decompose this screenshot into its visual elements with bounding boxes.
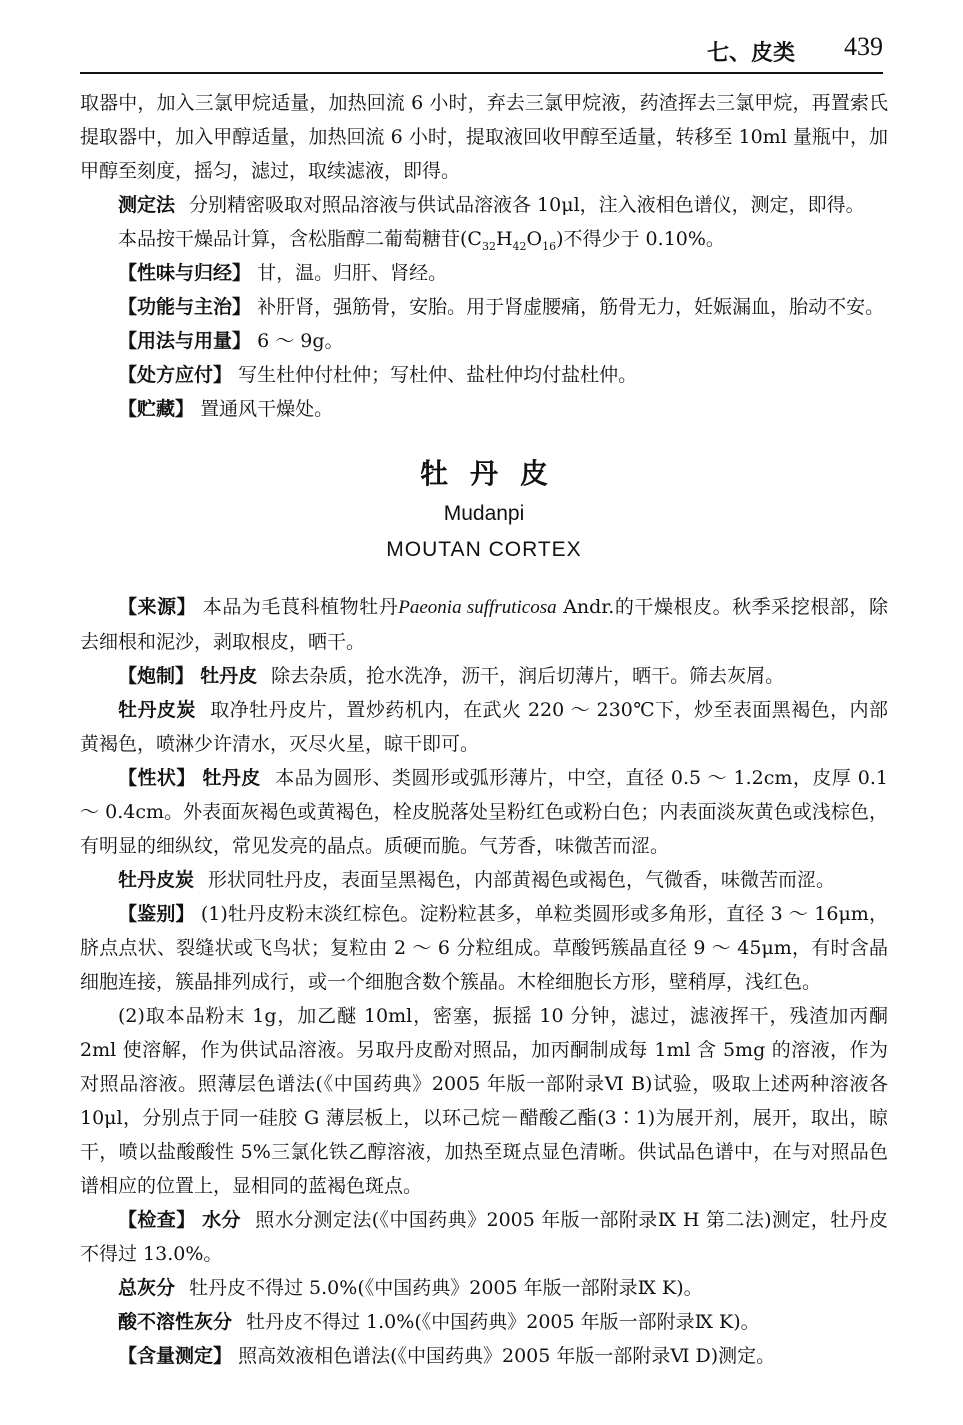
formula-subscript: 32 — [481, 239, 496, 253]
assay-method-label: 测定法 — [118, 194, 176, 216]
section-label: 【性味与归经】 — [118, 262, 252, 284]
subsection-label: 水分 — [202, 1209, 241, 1231]
section-total-ash — [80, 1271, 888, 1305]
paragraph-content-limit — [80, 222, 888, 256]
page-header — [80, 28, 883, 74]
section-identification-tlc: (2)取本品粉末 1g，加乙醚 10ml，密塞，振摇 10 分钟，滤过，滤液挥干，残渣加丙酮 2ml 使溶解，作为供试品溶液。另取丹皮酚对照品，加丙酮制成每 1ml 含 5mg 的溶液，作为对照品溶液。照薄层色谱法(《中国药典》2005 年版一部附录Ⅵ B)试验，吸取上述两种溶液各 10μl，分别点于同一硅胶 G 薄层板上，以环己烷－醋酸乙酯(3∶1)为展开剂，展开，取出，晾干，喷以盐酸酸性 5%三氯化铁乙醇溶液，加热至斑点显色清晰。供试品色谱中，在与对照品色谱相应的位置上，显相同的蓝褐色斑点。 — [80, 1005, 888, 1197]
section-text: Andr.的干燥根皮。秋季采挖根部，除去细根和泥沙，剥取根皮，晒干。 — [80, 596, 888, 653]
section-label: 【处方应付】 — [118, 364, 233, 386]
monograph-title — [80, 452, 888, 568]
section-label: 【检查】 — [118, 1209, 196, 1231]
section-processing-charcoal — [80, 693, 888, 761]
section-prescription — [80, 358, 888, 392]
section-text: (1)牡丹皮粉末淡红棕色。淀粉粒甚多，单粒类圆形或多角形，直径 3 ～ 16μm，脐点点状、裂缝状或飞鸟状；复粒由 2 ～ 6 分粒组成。草酸钙簇晶直径 9 ～ 45μm，有时含晶细胞连接，簇晶排列成行，或一个细胞含数个簇晶。木栓细胞长方形，壁稍厚，浅红色。 — [80, 903, 888, 993]
section-usage-dosage — [80, 324, 888, 358]
section-label: 【用法与用量】 — [118, 330, 252, 352]
monograph-title-chinese: 牡丹皮 — [419, 457, 570, 490]
section-taste-meridian — [80, 256, 888, 290]
section-text: 取净牡丹皮片，置炒药机内，在武火 220 ～ 230℃下，炒至表面黑褐色，内部黄褐色，喷淋少许清水，灭尽火星，晾干即可。 — [80, 699, 888, 755]
subsection-label: 牡丹皮 — [202, 767, 261, 789]
formula-subscript: 16 — [542, 239, 557, 253]
subsection-label: 总灰分 — [118, 1277, 176, 1299]
section-label: 【来源】 — [118, 596, 197, 618]
formula-subscript: 42 — [512, 239, 527, 253]
section-text: 照水分测定法(《中国药典》2005 年版一部附录Ⅸ H 第二法)测定，牡丹皮不得过 13.0%。 — [80, 1209, 888, 1265]
section-characters — [80, 761, 888, 863]
page-number: 439 — [844, 32, 883, 61]
content-limit-text: 本品按干燥品计算，含松脂醇二葡萄糖苷(C — [118, 228, 482, 250]
section-text: 形状同牡丹皮，表面呈黑褐色，内部黄褐色或褐色，气微香，味微苦而涩。 — [208, 869, 836, 891]
subsection-label: 牡丹皮 — [200, 665, 258, 687]
content-limit-text-end: )不得少于 0.10%。 — [556, 228, 725, 250]
section-identification — [80, 897, 888, 999]
monograph-title-latin: MOUTAN CORTEX — [386, 538, 582, 561]
section-text: 补肝肾，强筋骨，安胎。用于肾虚腰痛，筋骨无力，妊娠漏血，胎动不安。 — [257, 296, 885, 318]
section-label: 【炮制】 — [118, 665, 195, 687]
paragraph-extraction: 取器中，加入三氯甲烷适量，加热回流 6 小时，弃去三氯甲烷液，药渣挥去三氯甲烷，再置索氏提取器中，加入甲醇适量，加热回流 6 小时，提取液回收甲醇至适量，转移至 10ml 量瓶中，加甲醇至刻度，摇匀，滤过，取续滤液，即得。 — [80, 92, 888, 182]
section-text: 本品为毛茛科植物牡丹 — [202, 596, 399, 618]
section-text: 除去杂质，抢水洗净，沥干，润后切薄片，晒干。筛去灰屑。 — [271, 665, 785, 687]
monograph-title-pinyin: Mudanpi — [443, 502, 525, 525]
section-label: 【含量测定】 — [118, 1345, 233, 1367]
assay-method-text: 分别精密吸取对照品溶液与供试品溶液各 10μl，注入液相色谱仪，测定，即得。 — [189, 194, 865, 216]
subsection-label: 牡丹皮炭 — [118, 699, 196, 721]
subsection-label: 酸不溶性灰分 — [118, 1311, 233, 1333]
paragraph-assay-method — [80, 188, 888, 222]
section-text: 置通风干燥处。 — [200, 398, 334, 420]
section-label: 【鉴别】 — [118, 903, 195, 925]
latin-species-name: Paeonia suffruticosa — [398, 597, 557, 618]
section-source — [80, 590, 888, 659]
section-label: 【性状】 — [118, 767, 196, 789]
section-text: 甘，温。归肝、肾经。 — [257, 262, 448, 284]
section-text: 照高效液相色谱法(《中国药典》2005 年版一部附录Ⅵ D)测定。 — [238, 1345, 776, 1367]
section-assay — [80, 1339, 888, 1373]
section-text: 牡丹皮不得过 5.0%(《中国药典》2005 年版一部附录Ⅸ K)。 — [189, 1277, 703, 1299]
page-body — [80, 86, 888, 1373]
subsection-label: 牡丹皮炭 — [118, 869, 195, 891]
section-text: 写生杜仲付杜仲；写杜仲、盐杜仲均付盐杜仲。 — [238, 364, 638, 386]
section-label: 【功能与主治】 — [118, 296, 252, 318]
section-function-indication — [80, 290, 888, 324]
running-head-section: 七、皮类 — [706, 41, 795, 66]
section-text: 牡丹皮不得过 1.0%(《中国药典》2005 年版一部附录Ⅸ K)。 — [246, 1311, 760, 1333]
section-storage — [80, 392, 888, 426]
section-checks — [80, 1203, 888, 1271]
section-processing — [80, 659, 888, 693]
section-text: 6 ～ 9g。 — [257, 330, 344, 352]
formula-element: H — [495, 228, 513, 250]
section-text: 本品为圆形、类圆形或弧形薄片，中空，直径 0.5 ～ 1.2cm，皮厚 0.1 ～ 0.4cm。外表面灰褐色或黄褐色，栓皮脱落处呈粉红色或粉白色；内表面淡灰黄色或浅棕色，有明显的细纵纹，常见发亮的晶点。质硬而脆。气芳香，味微苦而涩。 — [80, 767, 888, 857]
section-label: 【贮藏】 — [118, 398, 195, 420]
formula-element: O — [526, 228, 543, 250]
section-characters-charcoal — [80, 863, 888, 897]
section-acid-insoluble-ash — [80, 1305, 888, 1339]
